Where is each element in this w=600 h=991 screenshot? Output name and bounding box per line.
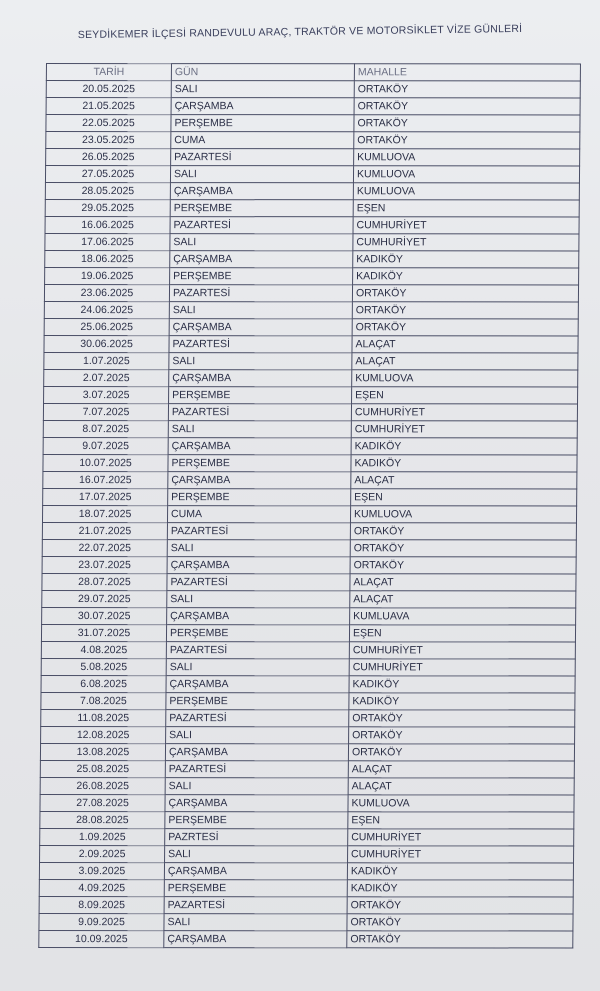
cell-neighborhood: KUMLUOVA xyxy=(354,149,580,166)
table-row xyxy=(46,149,580,166)
cell-day: PAZARTESİ xyxy=(164,897,347,914)
cell-date: 3.09.2025 xyxy=(39,863,164,880)
cell-day: ÇARŞAMBA xyxy=(167,608,350,625)
table-row xyxy=(45,234,579,251)
cell-day: PERŞEMBE xyxy=(168,489,351,506)
cell-neighborhood: EŞEN xyxy=(349,625,575,642)
cell-date: 30.07.2025 xyxy=(42,608,167,625)
cell-date: 9.07.2025 xyxy=(43,438,168,455)
cell-day: ÇARŞAMBA xyxy=(165,795,348,812)
cell-date: 21.05.2025 xyxy=(46,98,171,115)
cell-date: 18.06.2025 xyxy=(45,251,170,268)
cell-day: PAZARTESİ xyxy=(170,217,353,234)
cell-date: 21.07.2025 xyxy=(42,523,167,540)
table-row xyxy=(42,523,576,540)
cell-date: 5.08.2025 xyxy=(41,659,166,676)
table-row xyxy=(43,472,577,489)
table-row xyxy=(41,642,575,659)
cell-day: SALI xyxy=(166,659,349,676)
cell-date: 16.07.2025 xyxy=(43,472,168,489)
table-row xyxy=(41,625,575,642)
cell-neighborhood: KADIKÖY xyxy=(349,676,575,693)
cell-date: 4.09.2025 xyxy=(39,880,164,897)
cell-date: 4.08.2025 xyxy=(41,642,166,659)
cell-neighborhood: KADIKÖY xyxy=(347,863,573,880)
table-row xyxy=(43,455,577,472)
cell-day: PERŞEMBE xyxy=(169,387,352,404)
cell-day: ÇARŞAMBA xyxy=(167,557,350,574)
cell-date: 23.05.2025 xyxy=(46,132,171,149)
cell-date: 19.06.2025 xyxy=(45,268,170,285)
cell-date: 8.07.2025 xyxy=(43,421,168,438)
cell-date: 18.07.2025 xyxy=(42,506,167,523)
cell-neighborhood: ORTAKÖY xyxy=(354,132,580,149)
cell-day: PAZARTESİ xyxy=(165,761,348,778)
cell-day: ÇARŞAMBA xyxy=(164,931,347,948)
cell-day: SALI xyxy=(169,302,352,319)
cell-neighborhood: ORTAKÖY xyxy=(347,897,573,914)
table-row xyxy=(44,370,578,387)
cell-date: 30.06.2025 xyxy=(44,336,169,353)
cell-date: 23.07.2025 xyxy=(42,557,167,574)
cell-day: ÇARŞAMBA xyxy=(170,251,353,268)
cell-neighborhood: ORTAKÖY xyxy=(350,540,576,557)
cell-day: ÇARŞAMBA xyxy=(171,98,354,115)
table-row xyxy=(41,710,575,727)
cell-neighborhood: ALAÇAT xyxy=(352,353,578,370)
schedule-sheet xyxy=(38,63,580,948)
cell-neighborhood: CUMHURİYET xyxy=(349,659,575,676)
cell-neighborhood: ORTAKÖY xyxy=(347,931,573,948)
table-row xyxy=(40,795,574,812)
table-row xyxy=(41,659,575,676)
table-row xyxy=(39,863,573,880)
cell-day: ÇARŞAMBA xyxy=(170,183,353,200)
cell-day: ÇARŞAMBA xyxy=(165,744,348,761)
table-row xyxy=(39,914,573,931)
cell-date: 6.08.2025 xyxy=(41,676,166,693)
cell-day: PERŞEMBE xyxy=(166,693,349,710)
cell-day: PAZARTESİ xyxy=(167,574,350,591)
cell-neighborhood: KUMLUOVA xyxy=(348,795,574,812)
cell-date: 16.06.2025 xyxy=(45,217,170,234)
cell-day: PERŞEMBE xyxy=(165,812,348,829)
table-row xyxy=(45,268,579,285)
cell-date: 13.08.2025 xyxy=(40,744,165,761)
table-row xyxy=(42,540,576,557)
cell-date: 10.07.2025 xyxy=(43,455,168,472)
cell-neighborhood: CUMHURİYET xyxy=(351,404,577,421)
cell-day: SALI xyxy=(167,540,350,557)
table-row xyxy=(39,880,573,897)
column-header-neighborhood: MAHALLE xyxy=(354,64,580,81)
cell-date: 27.08.2025 xyxy=(40,795,165,812)
cell-date: 25.06.2025 xyxy=(44,319,169,336)
cell-neighborhood: ORTAKÖY xyxy=(354,98,580,115)
cell-day: SALI xyxy=(165,846,348,863)
cell-day: PERŞEMBE xyxy=(170,268,353,285)
table-row xyxy=(45,251,579,268)
cell-date: 28.05.2025 xyxy=(45,183,170,200)
table-row xyxy=(39,897,573,914)
cell-day: PERŞEMBE xyxy=(170,200,353,217)
cell-neighborhood: KUMLUOVA xyxy=(353,183,579,200)
table-row xyxy=(45,200,579,217)
cell-date: 26.08.2025 xyxy=(40,778,165,795)
cell-day: PAZARTESİ xyxy=(166,710,349,727)
cell-date: 2.07.2025 xyxy=(44,370,169,387)
cell-neighborhood: CUMHURİYET xyxy=(351,421,577,438)
cell-neighborhood: CUMHURİYET xyxy=(353,234,579,251)
cell-neighborhood: EŞEN xyxy=(351,489,577,506)
cell-neighborhood: CUMHURİYET xyxy=(348,846,574,863)
cell-neighborhood: ALAÇAT xyxy=(351,472,577,489)
table-row xyxy=(45,217,579,234)
cell-day: PAZARTESİ xyxy=(171,149,354,166)
cell-neighborhood: EŞEN xyxy=(348,812,574,829)
cell-day: PAZRTESİ xyxy=(165,829,348,846)
cell-date: 9.09.2025 xyxy=(39,914,164,931)
cell-date: 22.05.2025 xyxy=(46,115,171,132)
cell-neighborhood: ORTAKÖY xyxy=(352,285,578,302)
cell-day: ÇARŞAMBA xyxy=(168,438,351,455)
cell-day: SALI xyxy=(166,727,349,744)
cell-date: 7.07.2025 xyxy=(43,404,168,421)
cell-neighborhood: ORTAKÖY xyxy=(348,744,574,761)
cell-date: 3.07.2025 xyxy=(44,387,169,404)
table-row xyxy=(43,489,577,506)
cell-day: PERŞEMBE xyxy=(168,455,351,472)
cell-neighborhood: ALAÇAT xyxy=(348,761,574,778)
cell-day: PAZARTESİ xyxy=(169,285,352,302)
cell-date: 17.07.2025 xyxy=(43,489,168,506)
cell-date: 28.08.2025 xyxy=(40,812,165,829)
cell-neighborhood: ORTAKÖY xyxy=(352,302,578,319)
cell-day: SALI xyxy=(168,421,351,438)
cell-day: PAZARTESİ xyxy=(168,404,351,421)
cell-date: 23.06.2025 xyxy=(44,285,169,302)
cell-date: 12.08.2025 xyxy=(41,727,166,744)
cell-date: 1.09.2025 xyxy=(40,829,165,846)
cell-day: CUMA xyxy=(171,132,354,149)
cell-neighborhood: EŞEN xyxy=(352,387,578,404)
table-row xyxy=(43,404,577,421)
table-row xyxy=(44,319,578,336)
cell-date: 8.09.2025 xyxy=(39,897,164,914)
cell-neighborhood: KUMLUOVA xyxy=(352,370,578,387)
cell-neighborhood: ALAÇAT xyxy=(348,778,574,795)
table-row xyxy=(42,591,576,608)
table-row xyxy=(42,608,576,625)
cell-day: PERŞEMBE xyxy=(166,625,349,642)
cell-neighborhood: KADIKÖY xyxy=(353,268,579,285)
cell-neighborhood: ALAÇAT xyxy=(350,574,576,591)
cell-neighborhood: EŞEN xyxy=(353,200,579,217)
table-row xyxy=(42,557,576,574)
table-row xyxy=(43,421,577,438)
cell-date: 20.05.2025 xyxy=(46,81,171,98)
cell-date: 29.07.2025 xyxy=(42,591,167,608)
column-header-day: GÜN xyxy=(171,64,354,81)
cell-neighborhood: ORTAKÖY xyxy=(347,914,573,931)
cell-date: 22.07.2025 xyxy=(42,540,167,557)
cell-date: 26.05.2025 xyxy=(46,149,171,166)
cell-day: PAZARTESİ xyxy=(167,523,350,540)
cell-date: 1.07.2025 xyxy=(44,353,169,370)
cell-day: SALI xyxy=(170,234,353,251)
table-row xyxy=(43,438,577,455)
cell-day: PERŞEMBE xyxy=(171,115,354,132)
cell-day: SALI xyxy=(167,591,350,608)
table-row xyxy=(41,693,575,710)
cell-day: ÇARŞAMBA xyxy=(166,676,349,693)
table-row xyxy=(46,132,580,149)
cell-day: ÇARŞAMBA xyxy=(169,319,352,336)
cell-date: 28.07.2025 xyxy=(42,574,167,591)
cell-day: SALI xyxy=(165,778,348,795)
cell-neighborhood: KUMLUOVA xyxy=(350,506,576,523)
cell-day: ÇARŞAMBA xyxy=(169,370,352,387)
table-row xyxy=(40,744,574,761)
cell-day: PAZARTESİ xyxy=(166,642,349,659)
cell-neighborhood: ORTAKÖY xyxy=(352,319,578,336)
cell-neighborhood: ALAÇAT xyxy=(350,591,576,608)
table-row xyxy=(41,676,575,693)
table-row xyxy=(40,829,574,846)
cell-date: 27.05.2025 xyxy=(45,166,170,183)
table-row xyxy=(40,846,574,863)
table-row xyxy=(45,183,579,200)
table-row xyxy=(44,302,578,319)
cell-neighborhood: KADIKÖY xyxy=(353,251,579,268)
cell-neighborhood: KADIKÖY xyxy=(347,880,573,897)
table-row xyxy=(46,98,580,115)
cell-day: SALI xyxy=(169,353,352,370)
cell-date: 31.07.2025 xyxy=(41,625,166,642)
cell-day: SALI xyxy=(171,81,354,98)
table-row xyxy=(42,506,576,523)
document-title: SEYDİKEMER İLÇESİ RANDEVULU ARAÇ, TRAKTÖR VE MOTORSİKLET VİZE GÜNLERİ xyxy=(77,22,523,42)
cell-neighborhood: KADIKÖY xyxy=(349,693,575,710)
cell-day: CUMA xyxy=(167,506,350,523)
table-row xyxy=(40,812,574,829)
table-row xyxy=(40,778,574,795)
cell-neighborhood: CUMHURİYET xyxy=(348,829,574,846)
schedule-table xyxy=(38,63,581,948)
cell-neighborhood: CUMHURİYET xyxy=(353,217,579,234)
cell-neighborhood: ORTAKÖY xyxy=(349,727,575,744)
cell-date: 2.09.2025 xyxy=(40,846,165,863)
cell-neighborhood: ORTAKÖY xyxy=(349,710,575,727)
table-row xyxy=(44,387,578,404)
cell-day: SALI xyxy=(164,914,347,931)
table-row xyxy=(46,81,580,98)
table-row xyxy=(45,166,579,183)
table-row xyxy=(44,285,578,302)
table-row xyxy=(39,931,573,948)
cell-neighborhood: ORTAKÖY xyxy=(354,115,580,132)
cell-neighborhood: ALAÇAT xyxy=(352,336,578,353)
cell-date: 7.08.2025 xyxy=(41,693,166,710)
cell-date: 29.05.2025 xyxy=(45,200,170,217)
cell-day: ÇARŞAMBA xyxy=(168,472,351,489)
column-header-date: TARİH xyxy=(46,64,171,81)
cell-date: 10.09.2025 xyxy=(39,931,164,948)
cell-date: 11.08.2025 xyxy=(41,710,166,727)
cell-neighborhood: KADIKÖY xyxy=(351,455,577,472)
cell-neighborhood: ORTAKÖY xyxy=(354,81,580,98)
cell-neighborhood: CUMHURİYET xyxy=(349,642,575,659)
table-header-row xyxy=(46,64,580,81)
cell-day: PERŞEMBE xyxy=(164,880,347,897)
cell-neighborhood: KADIKÖY xyxy=(351,438,577,455)
table-row xyxy=(44,353,578,370)
cell-neighborhood: KUMLUOVA xyxy=(353,166,579,183)
cell-day: SALI xyxy=(170,166,353,183)
cell-neighborhood: KUMLUAVA xyxy=(350,608,576,625)
cell-date: 24.06.2025 xyxy=(44,302,169,319)
table-row xyxy=(42,574,576,591)
table-row xyxy=(40,761,574,778)
table-row xyxy=(41,727,575,744)
cell-day: PAZARTESİ xyxy=(169,336,352,353)
table-body xyxy=(39,81,581,948)
cell-day: ÇARŞAMBA xyxy=(164,863,347,880)
cell-date: 25.08.2025 xyxy=(40,761,165,778)
cell-neighborhood: ORTAKÖY xyxy=(350,557,576,574)
cell-date: 17.06.2025 xyxy=(45,234,170,251)
table-row xyxy=(46,115,580,132)
table-row xyxy=(44,336,578,353)
cell-neighborhood: ORTAKÖY xyxy=(350,523,576,540)
